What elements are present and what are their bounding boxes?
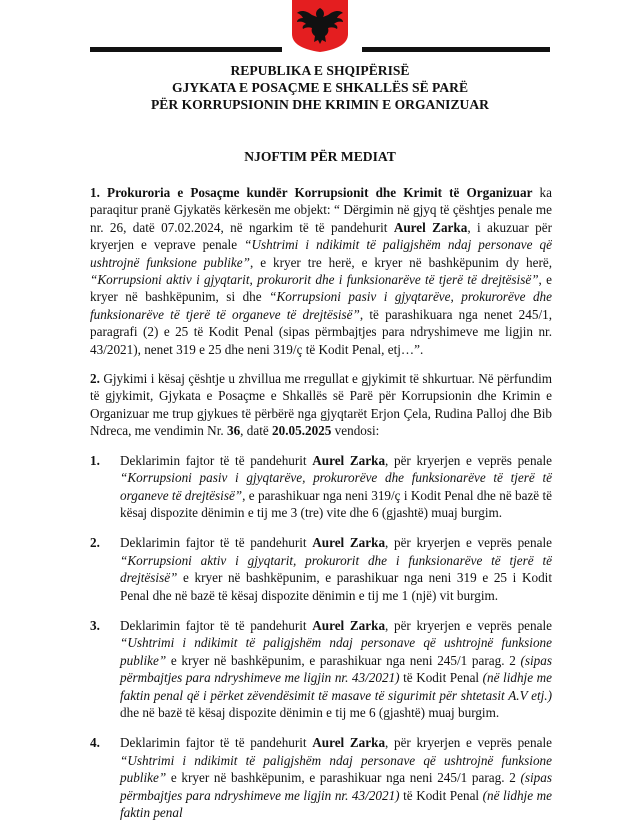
paragraph-1	[90, 184, 552, 358]
verdict-item-text: e kryer në bashkëpunim, e parashikuar nga neni 245/1 parag. 2	[166, 770, 521, 786]
paragraph-1-text-d: , e kryer në bashkëpunim, si dhe	[90, 272, 552, 305]
charge-1: “Ushtrimi i ndikimit të paligjshëm ndaj personave që ushtrojnë funksione publike”	[90, 237, 552, 270]
verdict-item-number: 2.	[90, 535, 100, 551]
verdict-item-4	[90, 734, 552, 821]
verdict-item-lead: Deklarimin fajtor të të pandehurit	[120, 452, 313, 468]
verdict-item-lead: Deklarimin fajtor të të pandehurit	[120, 617, 313, 633]
paragraph-2-text-a: Gjykimi i kësaj çështje u zhvillua me rregullat e gjykimit të shkurtuar. Në përfundim të gjykimit, Gjykata e Posaçme e Shkallës së Parë për Korrupsionin dhe Krimin e Organizuar me trup gjykues të përbërë nga gjyqtarët Erjon Çela, Rudina Palloj dhe Bib Ndreca, me vendimin Nr.	[90, 371, 552, 439]
verdict-item-3	[90, 617, 552, 721]
paragraph-1-text-b: , i akuzuar për kryerjen e veprave penale	[90, 219, 552, 253]
verdict-item-number: 3.	[90, 617, 100, 633]
verdict-item-1	[90, 452, 552, 522]
decision-number: 36	[226, 423, 241, 439]
paragraph-1-number: 1.	[90, 185, 100, 200]
court-name-line1: GJYKATA E POSAÇME E SHKALLËS SË PARË	[171, 80, 469, 95]
paragraph-1-text-a: ka paraqitur pranë Gjykatës kërkesën me objekt: “ Dërgimin në gjyq të çështjes penale me nr. 26, datë 07.02.2024, në ngarkim të të pandehurit	[90, 185, 553, 235]
verdict-item-defendant: Aurel Zarka	[312, 452, 386, 468]
paragraph-2-text-b: , datë	[240, 423, 273, 439]
verdict-item-number: 1.	[90, 452, 100, 468]
verdict-item-lead: Deklarimin fajtor të të pandehurit	[120, 735, 313, 751]
verdict-item-charge: “Korrupsioni aktiv i gjyqtarit, prokurorit dhe i funksionarëve të tjerë të drejtësisë”	[120, 552, 552, 586]
verdict-item-text: të Kodit Penal	[399, 787, 483, 803]
charge-3: “Korrupsioni pasiv i gjyqtarëve, prokurorëve dhe funksionarëve të tjerë të organeve të drejtësisë”	[90, 289, 552, 322]
defendant-name: Aurel Zarka	[393, 219, 468, 235]
charge-2: “Korrupsioni aktiv i gjyqtarit, prokurorit dhe i funksionarëve të tjerë të drejtësisë”	[90, 272, 539, 288]
header-rule-left	[90, 47, 282, 52]
verdict-item-tail: , e parashikuar nga neni 319/ç i Kodit Penal dhe në bazë të kësaj dispozite dënimin e tij me 3 (tre) vite dhe 6 (gjashtë) muaj burgim.	[120, 487, 553, 520]
verdict-item-lead: Deklarimin fajtor të të pandehurit	[120, 535, 313, 551]
prosecution-office-name: Prokuroria e Posaçme kundër Korrupsionit dhe Krimit të Organizuar	[107, 185, 533, 200]
verdict-item-text: të Kodit Penal	[399, 670, 483, 686]
verdict-item-defendant: Aurel Zarka	[312, 617, 386, 633]
paragraph-2-text-c: vendosi:	[331, 423, 380, 439]
court-title-block	[0, 62, 640, 113]
verdict-item-tail: e kryer në bashkëpunim, e parashikuar nga neni 319 e 25 i Kodit Penal dhe në bazë të kësaj dispozite dënimin e tij me 1 (një) vit burgim.	[120, 570, 552, 603]
verdict-item-charge: “Korrupsioni pasiv i gjyqtarëve, prokurorëve dhe funksionarëve të tjerë të organeve të drejtësisë”	[120, 470, 552, 503]
verdict-item-note: (në lidhje me faktin penal që i përket zëvendësimit të masave të sigurimit për shtetasit A.V etj.)	[120, 670, 552, 703]
header-rule-right	[362, 47, 550, 52]
verdict-item-defendant: Aurel Zarka	[312, 735, 386, 751]
verdict-item-charge: “Ushtrimi i ndikimit të paligjshëm ndaj personave që ushtrojnë funksione publike”	[120, 635, 552, 668]
verdict-item-note: (sipas përmbajtjes para ndryshimeve me ligjin nr. 43/2021)	[120, 652, 552, 686]
country-title: REPUBLIKA E SHQIPËRISË	[230, 63, 410, 78]
paragraph-1-text-c: , e kryer tre herë, e kryer në bashkëpunim dy herë,	[249, 254, 552, 270]
verdict-item-tail: dhe në bazë të kësaj dispozite dënimin e tij me 6 (gjashtë) muaj burgim.	[120, 704, 500, 720]
court-name-line2: PËR KORRUPSIONIN DHE KRIMIN E ORGANIZUAR	[151, 97, 489, 112]
verdict-item-mid: , për kryerjen e veprës penale	[385, 535, 552, 551]
paragraph-1-text-e: , të parashikuara nga nenet 245/1, paragrafi (2) e 25 të Kodit Penal (sipas përmbajtjes para ndryshimeve me ligjin nr. 43/2021), nenet 319 e 25 dhe neni 319/ç të Kodit Penal, etj…”.	[90, 306, 552, 357]
verdict-item-number: 4.	[90, 735, 100, 751]
verdict-item-defendant: Aurel Zarka	[312, 535, 386, 551]
paragraph-2-number: 2.	[90, 371, 100, 387]
paragraph-2	[90, 370, 552, 440]
albanian-eagle-emblem-icon	[282, 0, 358, 52]
verdict-item-text: e kryer në bashkëpunim, e parashikuar nga neni 245/1 parag. 2	[166, 652, 521, 668]
verdict-item-note: (në lidhje me faktin penal	[120, 787, 552, 820]
verdict-item-2	[90, 534, 552, 604]
verdict-item-mid: , për kryerjen e veprës penale	[385, 617, 552, 633]
decision-date: 20.05.2025	[272, 423, 332, 439]
verdict-item-note: (sipas përmbajtjes para ndryshimeve me ligjin nr. 43/2021)	[120, 770, 552, 803]
verdict-item-mid: , për kryerjen e veprës penale	[385, 452, 552, 468]
verdict-item-charge: “Ushtrimi i ndikimit të paligjshëm ndaj personave që ushtrojnë funksione publike”	[120, 752, 552, 786]
document-header	[0, 0, 640, 64]
verdict-item-mid: , për kryerjen e veprës penale	[385, 735, 552, 751]
notice-title: NJOFTIM PËR MEDIAT	[244, 149, 396, 164]
document-body	[90, 184, 552, 834]
